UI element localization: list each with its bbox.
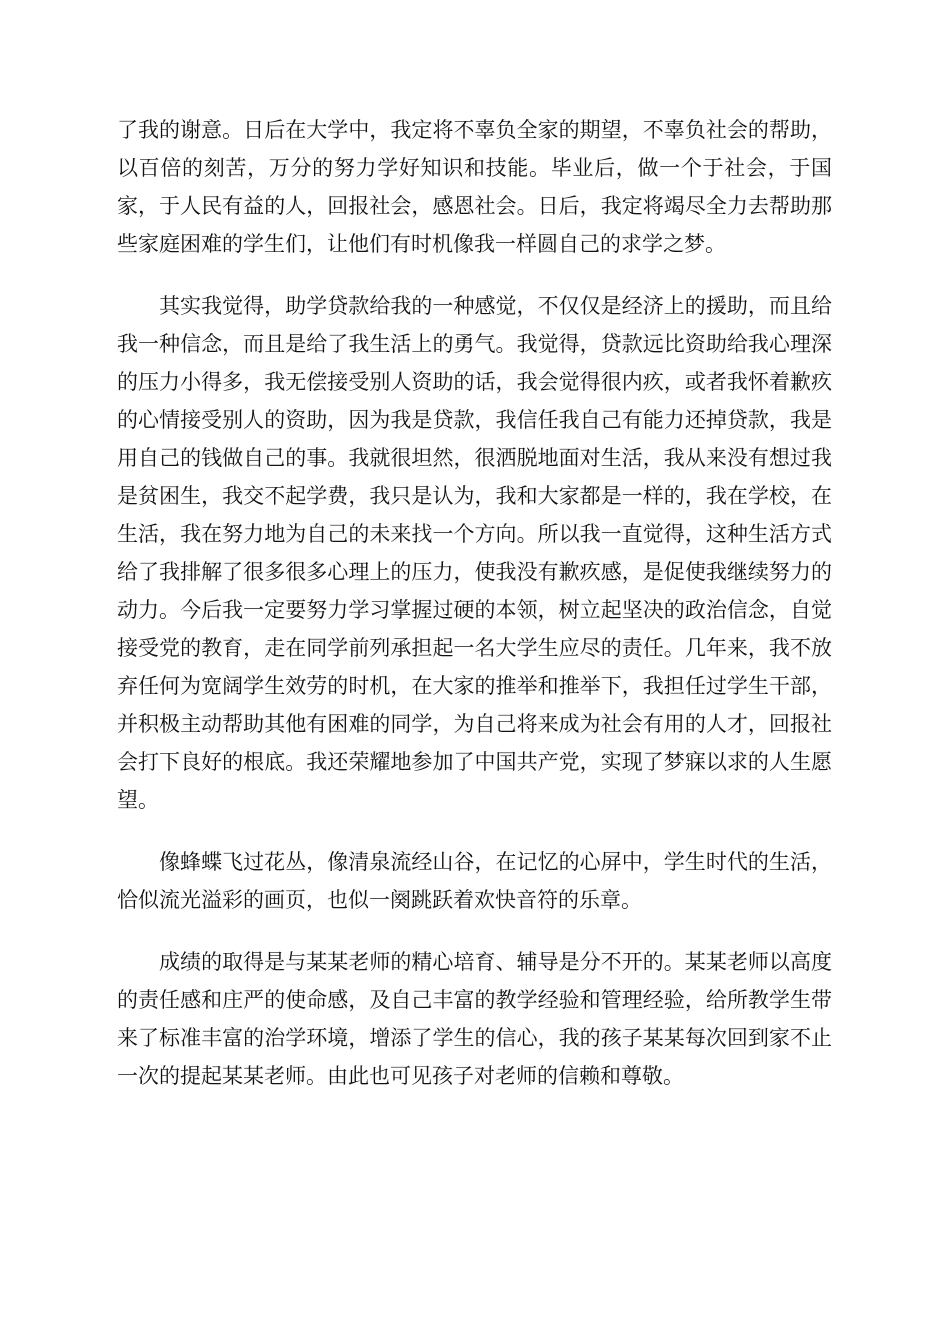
- paragraph-3: 像蜂蝶飞过花丛，像清泉流经山谷，在记忆的心屏中，学生时代的生活，恰似流光溢彩的画页，也似一阕跳跃着欢快音符的乐章。: [117, 850, 832, 912]
- document-body: [117, 111, 832, 1119]
- paragraph-1: 了我的谢意。日后在大学中，我定将不辜负全家的期望，不辜负社会的帮助，以百倍的刻苦，万分的努力学好知识和技能。毕业后，做一个于社会，于国家，于人民有益的人，回报社会，感恩社会。日后，我定将竭尽全力去帮助那些家庭困难的学生们，让他们有时机像我一样圆自己的求学之梦。: [117, 118, 832, 256]
- paragraph-2: 其实我觉得，助学贷款给我的一种感觉，不仅仅是经济上的援助，而且给我一种信念，而且是给了我生活上的勇气。我觉得，贷款远比资助给我心理深的压力小得多，我无偿接受别人资助的话，我会觉得很内疚，或者我怀着歉疚的心情接受别人的资助，因为我是贷款，我信任我自己有能力还掉贷款，我是用自己的钱做自己的事。我就很坦然，很洒脱地面对生活，我从来没有想过我是贫困生，我交不起学费，我只是认为，我和大家都是一样的，我在学校，在生活，我在努力地为自己的未来找一个方向。所以我一直觉得，这种生活方式给了我排解了很多很多心理上的压力，使我没有歉疚感，是促使我继续努力的动力。今后我一定要努力学习掌握过硬的本领，树立起坚决的政治信念，自觉接受党的教育，走在同学前列承担起一名大学生应尽的责任。几年来，我不放弃任何为宽阔学生效劳的时机，在大家的推举和推举下，我担任过学生干部，并积极主动帮助其他有困难的同学，为自己将来成为社会有用的人才，回报社会打下良好的根底。我还荣耀地参加了中国共产党，实现了梦寐以求的人生愿望。: [117, 294, 832, 812]
- paragraph-4: 成绩的取得是与某某老师的精心培育、辅导是分不开的。某某老师以高度的责任感和庄严的使命感，及自己丰富的教学经验和管理经验，给所教学生带来了标准丰富的治学环境，增添了学生的信心，我的孩子某某每次回到家不止一次的提起某某老师。由此也可见孩子对老师的信赖和尊敬。: [117, 950, 832, 1088]
